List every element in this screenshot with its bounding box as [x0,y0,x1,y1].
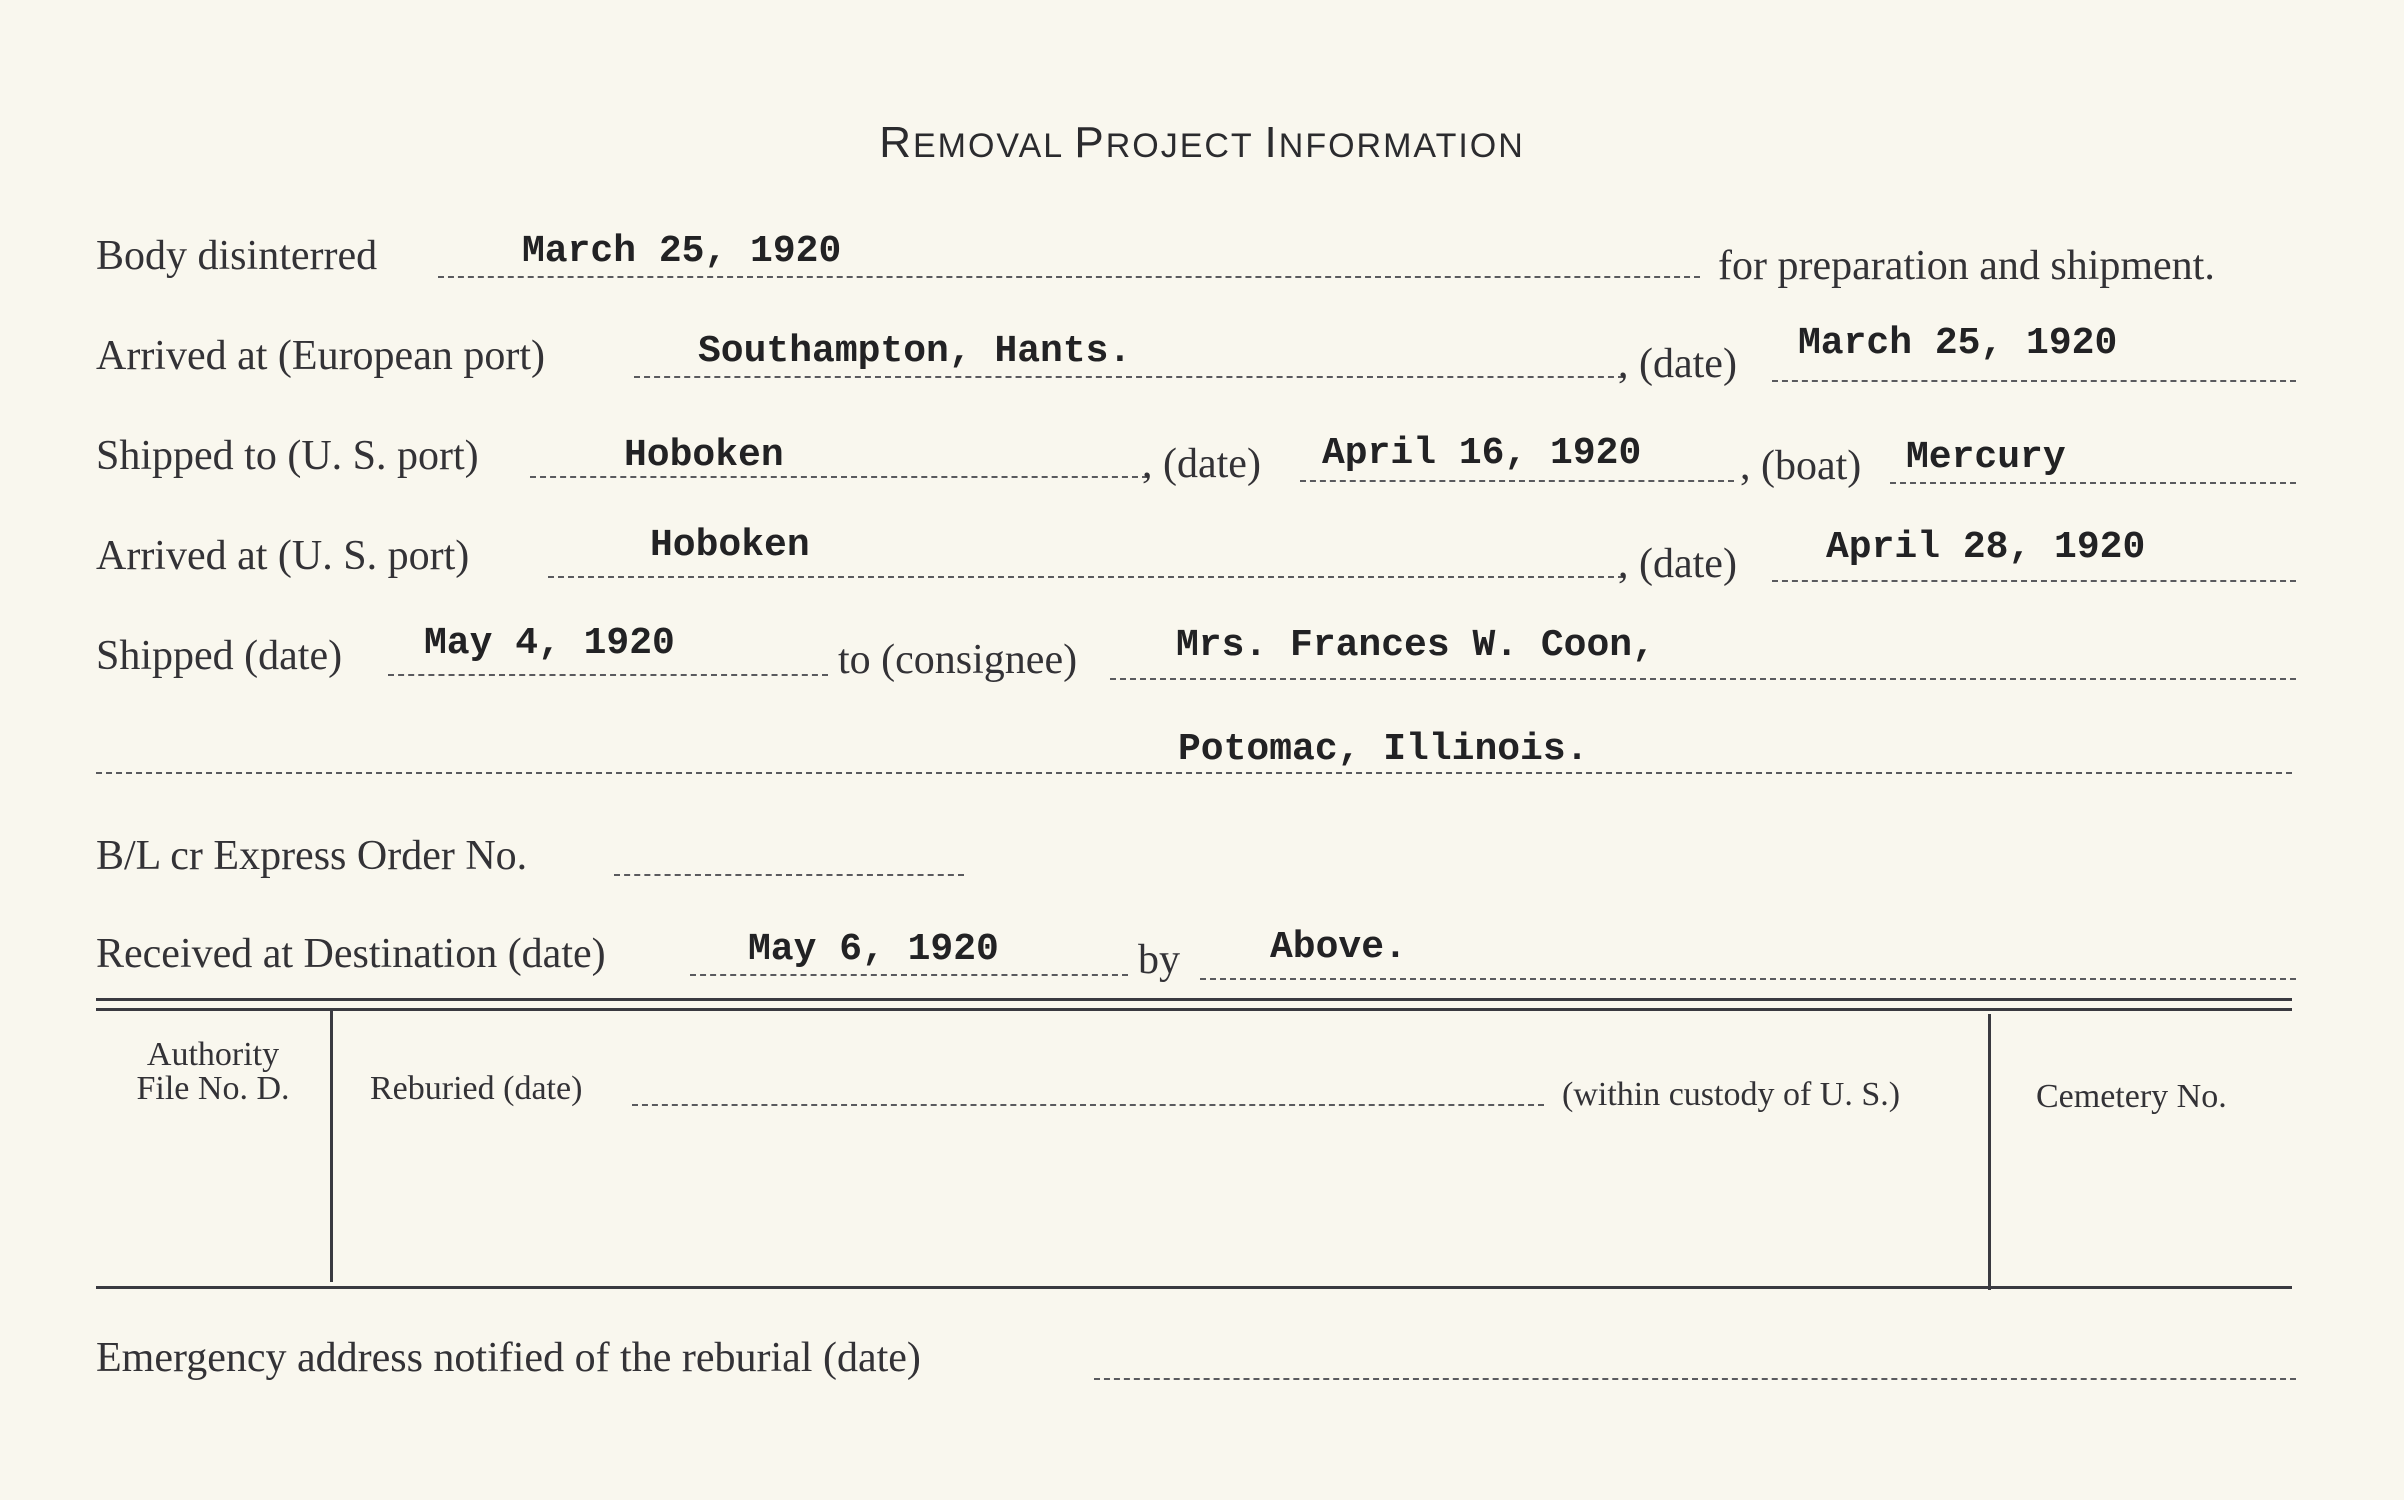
title-cap-r: R [879,118,913,167]
consignee-address-value: Potomac, Illinois. [1178,728,1589,771]
shipped-date-value: April 16, 1920 [1322,432,1642,475]
us-port-arrived-line [548,576,1624,578]
cemetery-column-divider [1988,1014,1991,1290]
body-disinterred-label: Body disinterred [96,233,378,279]
european-date-label: , (date) [1618,341,1737,387]
shipped-date-row-label: Shipped (date) [96,633,343,679]
boat-line [1890,482,2296,484]
title-part-2: ROJECT [1105,127,1265,165]
title-part-1: EMOVAL [912,127,1075,165]
title-cap-i: I [1264,118,1279,167]
cemetery-no-label: Cemetery No. [2036,1078,2227,1115]
european-port-value: Southampton, Hants. [698,330,1132,373]
table-top-rule [96,998,2292,1001]
body-disinterred-line [438,276,1700,278]
european-date-value: March 25, 1920 [1798,322,2118,365]
authority-line-1: Authority [146,1036,280,1073]
boat-label: , (boat) [1740,443,1862,489]
table-bottom-rule [96,1286,2292,1289]
custody-label: (within custody of U. S.) [1562,1076,1901,1113]
emergency-address-label: Emergency address notified of the reburial (date) [96,1335,921,1381]
consignee-line [1110,678,2296,680]
consignee-label: to (consignee) [838,637,1078,683]
authority-column-divider [330,1010,333,1282]
received-by-label: by [1138,937,1180,983]
reburied-line [632,1104,1544,1106]
us-port-shipped-value: Hoboken [624,434,784,477]
authority-line-2: File No. D. [136,1070,290,1107]
european-port-line [634,376,1624,378]
form-title [0,118,2404,168]
reburied-label: Reburied (date) [370,1070,583,1107]
received-destination-label: Received at Destination (date) [96,931,606,977]
express-order-label: B/L cr Express Order No. [96,833,528,879]
body-disinterred-value: March 25, 1920 [522,230,842,273]
title-part-3: NFORMATION [1278,127,1525,165]
title-cap-p: P [1074,118,1106,167]
consignee-address-line [96,772,2292,774]
emergency-address-line [1094,1378,2296,1380]
received-destination-line [690,974,1128,976]
us-port-shipped-label: Shipped to (U. S. port) [96,433,479,479]
table-top-rule-inner [96,1008,2292,1011]
shipped-date-line [1300,480,1734,482]
received-destination-value: May 6, 1920 [748,928,999,971]
received-by-line [1200,978,2296,980]
european-port-label: Arrived at (European port) [96,333,545,379]
european-date-line [1772,380,2296,382]
arrived-date-value: April 28, 1920 [1826,526,2146,569]
us-port-arrived-value: Hoboken [650,524,810,567]
received-by-value: Above. [1270,926,1407,969]
express-order-line [614,874,964,876]
shipped-date-row-value: May 4, 1920 [424,622,675,665]
us-port-arrived-label: Arrived at (U. S. port) [96,533,470,579]
boat-value: Mercury [1906,436,2066,479]
preparation-suffix: for preparation and shipment. [1718,243,2215,289]
shipped-date-label: , (date) [1142,441,1261,487]
consignee-value: Mrs. Frances W. Coon, [1176,624,1655,667]
us-port-shipped-line [530,476,1148,478]
shipped-date-row-line [388,674,828,676]
arrived-date-line [1772,580,2296,582]
arrived-date-label: , (date) [1618,541,1737,587]
